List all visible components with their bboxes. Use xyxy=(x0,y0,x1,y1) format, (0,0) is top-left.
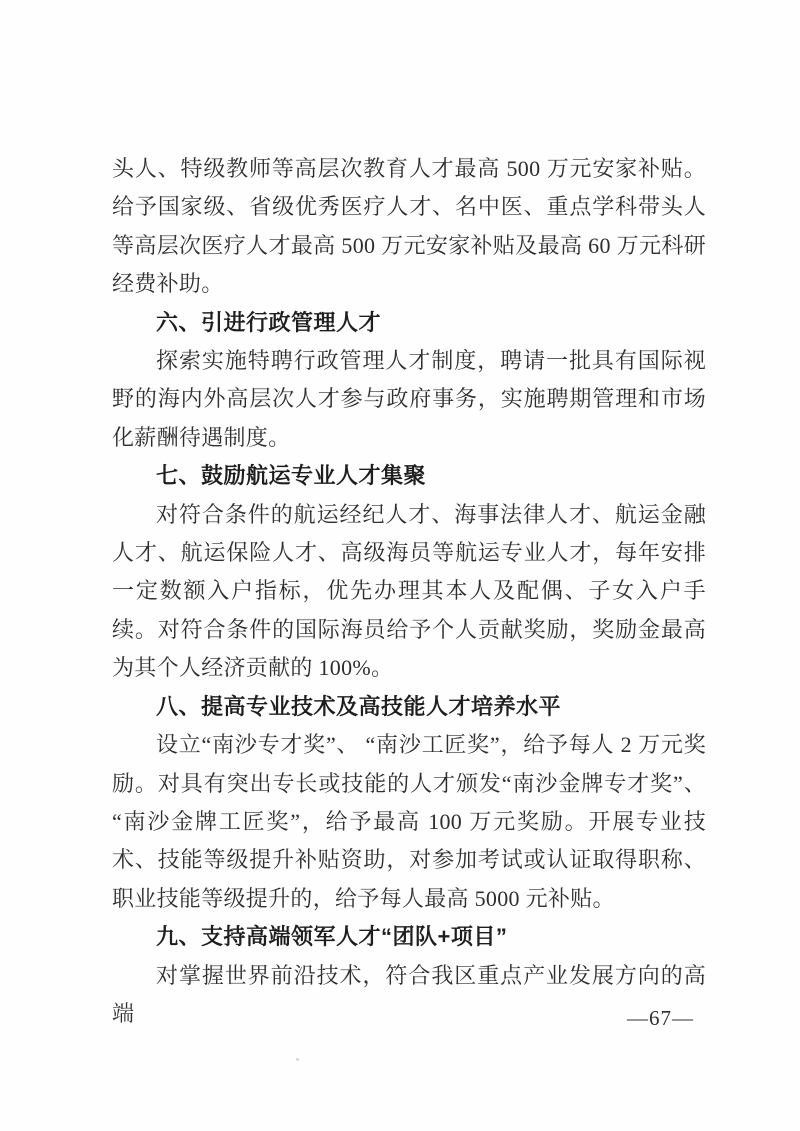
paragraph-section-8-body: 设立“南沙专才奖”、 “南沙工匠奖”，给予每人 2 万元奖励。对具有突出专长或技能的人才颁发“南沙金牌专才奖”、“南沙金牌工匠奖”，给予最高 100 万元奖励。开展专业技术、技能等级提升补贴资助，对参加考试或认证取得职称、职业技能等级提升的，给予每人最高 5000 元补贴。 xyxy=(112,732,706,911)
page-content xyxy=(112,150,706,1033)
paragraph-section-9-body: 对掌握世界前沿技术，符合我区重点产业发展方向的高端 xyxy=(112,962,706,1026)
section-heading-9-team-plus-project: 九、支持高端领军人才“团队+项目” xyxy=(156,924,508,950)
page-number: —67— xyxy=(627,1006,694,1030)
paragraph-section-6-body: 探索实施特聘行政管理人才制度，聘请一批具有国际视野的海内外高层次人才参与政府事务，实施聘期管理和市场化薪酬待遇制度。 xyxy=(112,348,706,450)
scan-artifact-dot xyxy=(296,1058,299,1061)
paragraph-section-7-body: 对符合条件的航运经纪人才、海事法律人才、航运金融人才、航运保险人才、高级海员等航运专业人才，每年安排一定数额入户指标，优先办理其本人及配偶、子女入户手续。对符合条件的国际海员给予个人贡献奖励，奖励金最高为其个人经济贡献的 100%。 xyxy=(112,501,706,681)
paragraph-continuation-education-medical-subsidy: 头人、特级教师等高层次教育人才最高 500 万元安家补贴。给予国家级、省级优秀医疗人才、名中医、重点学科带头人等高层次医疗人才最高 500 万元安家补贴及最高 60 万元科研经费补助。 xyxy=(112,156,706,297)
section-heading-8-skilled-talent-training: 八、提高专业技术及高技能人才培养水平 xyxy=(156,693,562,719)
section-heading-6-administrative-talent: 六、引进行政管理人才 xyxy=(156,309,382,335)
section-heading-7-shipping-talent: 七、鼓励航运专业人才集聚 xyxy=(156,463,427,489)
